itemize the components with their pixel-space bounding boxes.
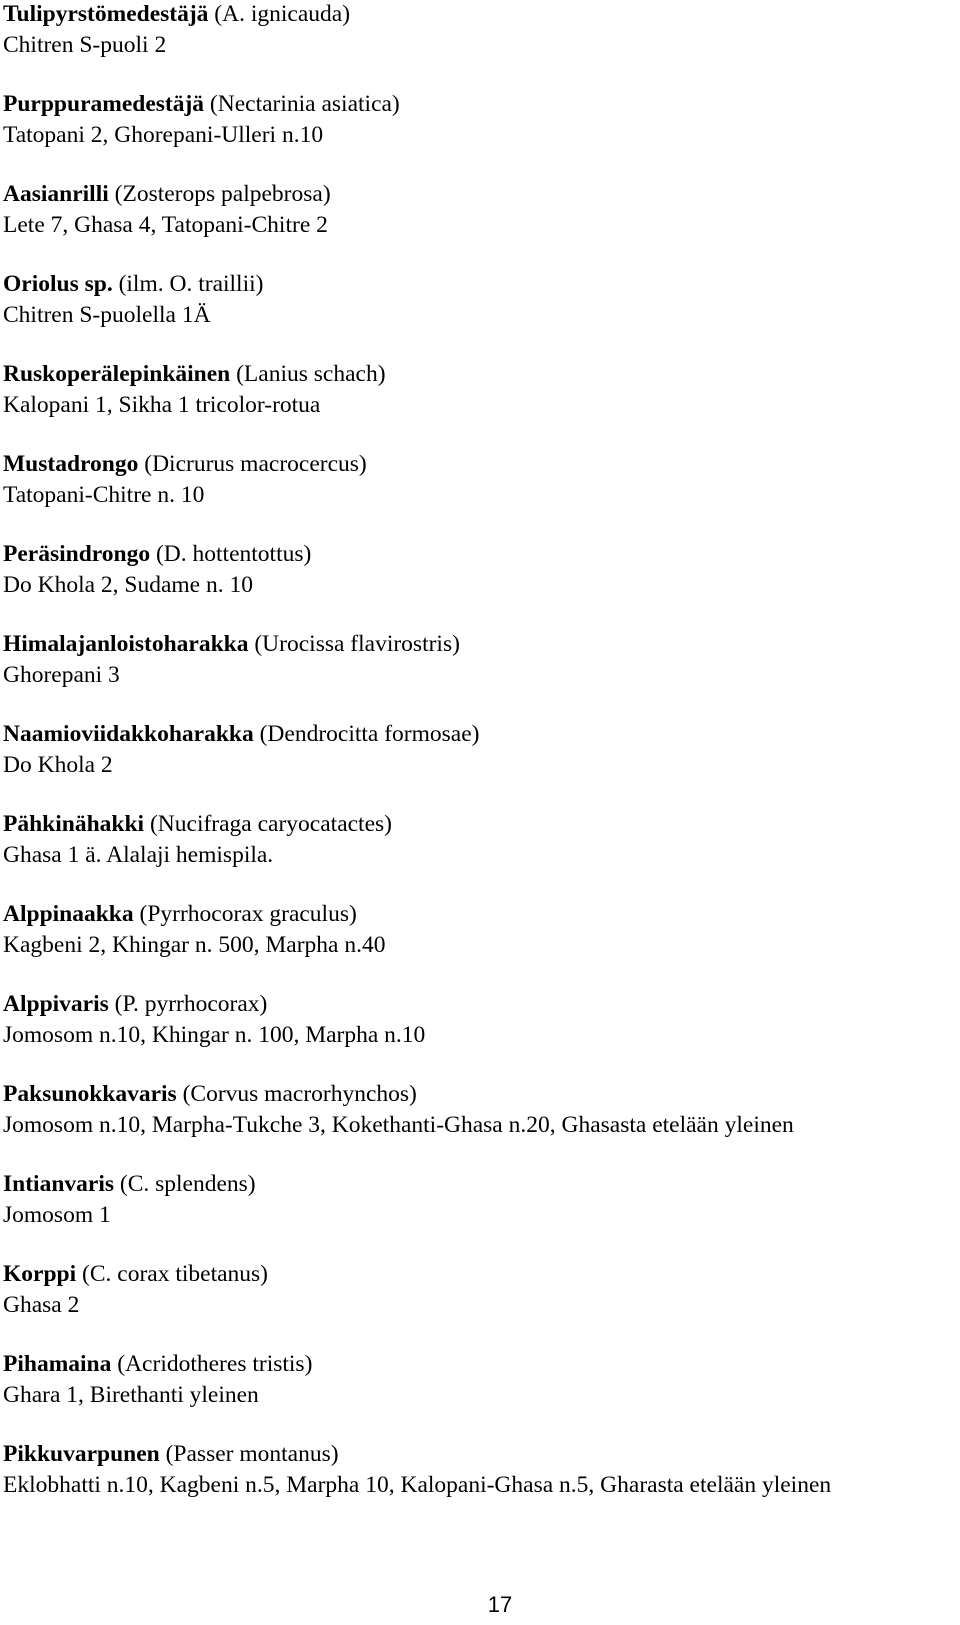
species-locations: Jomosom n.10, Khingar n. 100, Marpha n.10 [3, 1021, 426, 1048]
species-locations: Ghasa 1 ä. Alalaji hemispila. [3, 841, 274, 868]
species-heading [3, 1439, 953, 1470]
species-scientific-name: (Pyrrhocorax graculus) [133, 901, 357, 927]
species-scientific-name: (A. ignicauda) [208, 1, 351, 27]
page-number: 17 [487, 1592, 513, 1617]
species-entry [3, 1349, 953, 1440]
species-heading [3, 809, 953, 840]
species-scientific-name: (Corvus macrorhynchos) [176, 1081, 417, 1107]
species-scientific-name: (Acridotheres tristis) [111, 1351, 313, 1377]
species-common-name: Ruskoperälepinkäinen [3, 361, 231, 387]
species-common-name: Oriolus sp. [3, 271, 113, 297]
species-common-name: Pihamaina [3, 1351, 112, 1377]
species-heading [3, 899, 953, 930]
species-common-name: Alppivaris [3, 991, 109, 1017]
species-locations: Kalopani 1, Sikha 1 tricolor-rotua [3, 391, 321, 418]
species-entry [3, 809, 953, 900]
species-scientific-name: (Passer montanus) [159, 1441, 339, 1467]
species-locations: Jomosom n.10, Marpha-Tukche 3, Kokethanti-Ghasa n.20, Ghasasta etelään yleinen [3, 1111, 794, 1138]
species-heading [3, 539, 953, 570]
species-common-name: Purppuramedestäjä [3, 91, 205, 117]
species-entry [3, 899, 953, 990]
species-heading [3, 89, 953, 120]
species-scientific-name: (Dendrocitta formosae) [253, 721, 480, 747]
species-locations: Chitren S-puolella 1Ä [3, 301, 211, 328]
species-common-name: Naamioviidakkoharakka [3, 721, 254, 747]
species-heading [3, 989, 953, 1020]
species-heading [3, 0, 953, 30]
species-scientific-name: (ilm. O. traillii) [112, 271, 264, 297]
species-locations: Do Khola 2, Sudame n. 10 [3, 571, 253, 598]
species-scientific-name: (Nucifraga caryocatactes) [144, 811, 392, 837]
species-locations: Kagbeni 2, Khingar n. 500, Marpha n.40 [3, 931, 386, 958]
species-common-name: Mustadrongo [3, 451, 139, 477]
species-locations: Jomosom 1 [3, 1201, 111, 1228]
species-entry [3, 1169, 953, 1260]
species-entry [3, 539, 953, 630]
species-common-name: Paksunokkavaris [3, 1081, 177, 1107]
species-list [3, 0, 953, 1530]
species-common-name: Pikkuvarpunen [3, 1441, 160, 1467]
species-common-name: Himalajanloistoharakka [3, 631, 249, 657]
species-locations: Tatopani-Chitre n. 10 [3, 481, 205, 508]
species-heading [3, 359, 953, 390]
species-scientific-name: (Dicrurus macrocercus) [138, 451, 367, 477]
species-locations: Tatopani 2, Ghorepani-Ulleri n.10 [3, 121, 324, 148]
species-heading [3, 269, 953, 300]
species-entry [3, 449, 953, 540]
species-common-name: Korppi [3, 1261, 77, 1287]
species-scientific-name: (D. hottentottus) [150, 541, 312, 567]
species-common-name: Pähkinähakki [3, 811, 145, 837]
species-locations: Do Khola 2 [3, 751, 113, 778]
species-scientific-name: (Lanius schach) [230, 361, 386, 387]
species-entry [3, 629, 953, 720]
species-heading [3, 1349, 953, 1380]
species-entry [3, 1259, 953, 1350]
species-locations: Ghorepani 3 [3, 661, 120, 688]
species-entry [3, 1079, 953, 1170]
species-heading [3, 1259, 953, 1290]
species-heading [3, 179, 953, 210]
species-heading [3, 449, 953, 480]
species-heading [3, 1079, 953, 1110]
species-entry [3, 989, 953, 1080]
species-scientific-name: (C. splendens) [114, 1171, 256, 1197]
species-entry [3, 359, 953, 450]
species-common-name: Alppinaakka [3, 901, 134, 927]
species-heading [3, 719, 953, 750]
species-entry [3, 0, 953, 90]
species-common-name: Aasianrilli [3, 181, 109, 207]
species-scientific-name: (C. corax tibetanus) [76, 1261, 268, 1287]
species-locations: Ghasa 2 [3, 1291, 80, 1318]
species-locations: Lete 7, Ghasa 4, Tatopani-Chitre 2 [3, 211, 328, 238]
species-locations: Eklobhatti n.10, Kagbeni n.5, Marpha 10, Kalopani-Ghasa n.5, Gharasta etelään yleinen [3, 1471, 832, 1498]
species-common-name: Intianvaris [3, 1171, 114, 1197]
species-locations: Chitren S-puoli 2 [3, 31, 167, 58]
species-scientific-name: (P. pyrrhocorax) [108, 991, 268, 1017]
species-common-name: Tulipyrstömedestäjä [3, 1, 209, 27]
species-entry [3, 1439, 953, 1530]
species-heading [3, 1169, 953, 1200]
species-scientific-name: (Nectarinia asiatica) [204, 91, 400, 117]
species-scientific-name: (Zosterops palpebrosa) [108, 181, 331, 207]
species-scientific-name: (Urocissa flavirostris) [248, 631, 460, 657]
species-heading [3, 629, 953, 660]
species-entry [3, 179, 953, 270]
species-common-name: Peräsindrongo [3, 541, 151, 567]
species-entry [3, 269, 953, 360]
species-entry [3, 89, 953, 180]
species-entry [3, 719, 953, 810]
species-locations: Ghara 1, Birethanti yleinen [3, 1381, 259, 1408]
